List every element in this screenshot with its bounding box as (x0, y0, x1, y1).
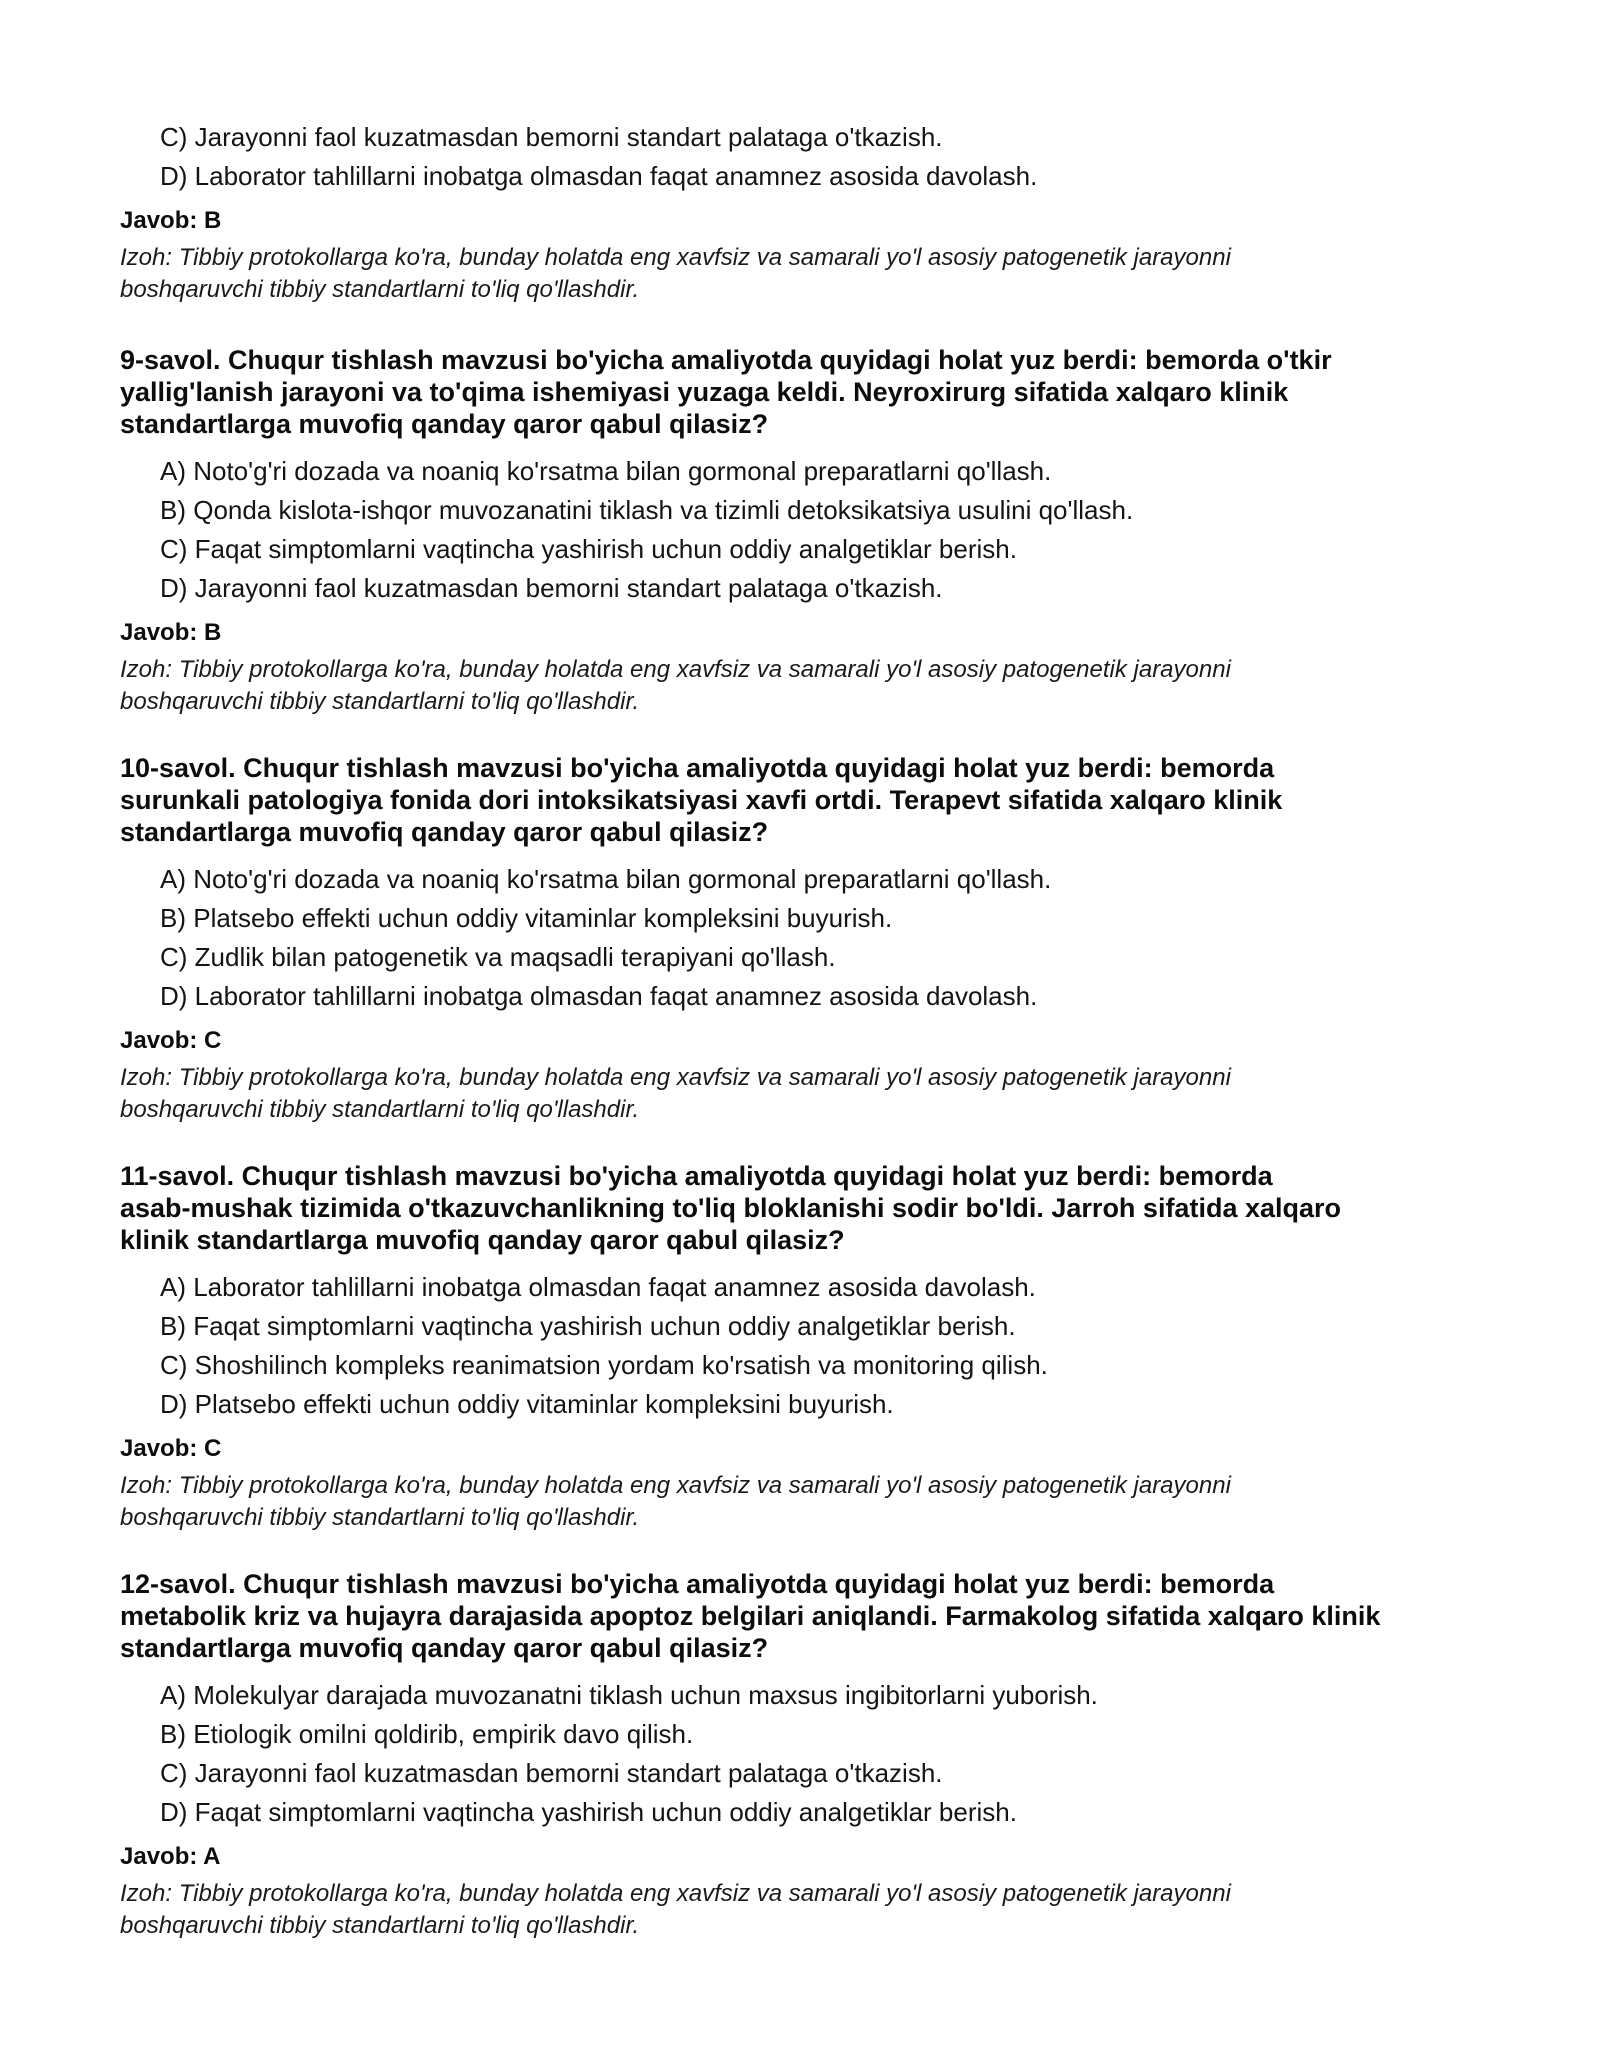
title-line: 9-savol. Chuqur tishlash mavzusi bo'yicha amaliyotda quyidagi holat yuz berdi: bemorda o'tkir (120, 345, 1332, 375)
option-a: A) Noto'g'ri dozada va noaniq ko'rsatma bilan gormonal preparatlarni qo'llash. (160, 864, 1052, 894)
question-8-continuation (120, 118, 1500, 306)
answer-label: Javob: B (120, 207, 222, 234)
question-title (120, 752, 1500, 848)
title-line: 11-savol. Chuqur tishlash mavzusi bo'yicha amaliyotda quyidagi holat yuz berdi: bemorda (120, 1161, 1273, 1191)
question-title (120, 344, 1500, 440)
title-line: 10-savol. Chuqur tishlash mavzusi bo'yicha amaliyotda quyidagi holat yuz berdi: bemorda (120, 753, 1275, 783)
option-b: B) Faqat simptomlarni vaqtincha yashirish uchun oddiy analgetiklar berish. (160, 1311, 1016, 1341)
option-c: C) Jarayonni faol kuzatmasdan bemorni standart palataga o'tkazish. (160, 1758, 943, 1788)
question-12 (120, 1568, 1500, 1942)
title-line: metabolik kriz va hujayra darajasida apoptoz belgilari aniqlandi. Farmakolog sifatida xalqaro klinik (120, 1601, 1381, 1631)
question-title (120, 1568, 1500, 1664)
option-b: B) Platsebo effekti uchun oddiy vitaminlar kompleksini buyurish. (160, 903, 893, 933)
explanation-note (120, 242, 1500, 306)
title-line: standartlarga muvofiq qanday qaror qabul qilasiz? (120, 1633, 769, 1663)
note-line: Izoh: Tibbiy protokollarga ko'ra, bunday holatda eng xavfsiz va samarali yo'l asosiy patogenetik jarayonni (120, 244, 1231, 271)
option-d: D) Jarayonni faol kuzatmasdan bemorni standart palataga o'tkazish. (160, 573, 943, 603)
option-c: C) Zudlik bilan patogenetik va maqsadli terapiyani qo'llash. (160, 942, 836, 972)
note-line: Izoh: Tibbiy protokollarga ko'ra, bunday holatda eng xavfsiz va samarali yo'l asosiy patogenetik jarayonni (120, 1472, 1231, 1499)
question-11 (120, 1160, 1500, 1534)
option-d: D) Laborator tahlillarni inobatga olmasdan faqat anamnez asosida davolash. (160, 981, 1038, 1011)
question-9 (120, 344, 1500, 718)
option-list (120, 1676, 1500, 1832)
option-c: C) Faqat simptomlarni vaqtincha yashirish uchun oddiy analgetiklar berish. (160, 534, 1017, 564)
explanation-note (120, 1062, 1500, 1126)
title-line: klinik standartlarga muvofiq qanday qaror qabul qilasiz? (120, 1225, 845, 1255)
title-line: 12-savol. Chuqur tishlash mavzusi bo'yicha amaliyotda quyidagi holat yuz berdi: bemorda (120, 1569, 1275, 1599)
note-line: Izoh: Tibbiy protokollarga ko'ra, bunday holatda eng xavfsiz va samarali yo'l asosiy patogenetik jarayonni (120, 1064, 1231, 1091)
option-list (120, 860, 1500, 1016)
note-line: boshqaruvchi tibbiy standartlarni to'liq qo'llashdir. (120, 1504, 640, 1531)
explanation-note (120, 1878, 1500, 1942)
title-line: asab-mushak tizimida o'tkazuvchanlikning to'liq bloklanishi sodir bo'ldi. Jarroh sifatida xalqaro (120, 1193, 1341, 1223)
option-d: D) Laborator tahlillarni inobatga olmasdan faqat anamnez asosida davolash. (160, 161, 1038, 191)
option-b: B) Etiologik omilni qoldirib, empirik davo qilish. (160, 1719, 694, 1749)
option-list (120, 118, 1500, 196)
question-10 (120, 752, 1500, 1126)
option-list (120, 1268, 1500, 1424)
option-c: C) Shoshilinch kompleks reanimatsion yordam ko'rsatish va monitoring qilish. (160, 1350, 1048, 1380)
option-a: A) Laborator tahlillarni inobatga olmasdan faqat anamnez asosida davolash. (160, 1272, 1036, 1302)
title-line: standartlarga muvofiq qanday qaror qabul qilasiz? (120, 817, 769, 847)
note-line: Izoh: Tibbiy protokollarga ko'ra, bunday holatda eng xavfsiz va samarali yo'l asosiy patogenetik jarayonni (120, 1880, 1231, 1907)
note-line: Izoh: Tibbiy protokollarga ko'ra, bunday holatda eng xavfsiz va samarali yo'l asosiy patogenetik jarayonni (120, 656, 1231, 683)
option-a: A) Noto'g'ri dozada va noaniq ko'rsatma bilan gormonal preparatlarni qo'llash. (160, 456, 1052, 486)
title-line: surunkali patologiya fonida dori intoksikatsiyasi xavfi ortdi. Terapevt sifatida xalqaro klinik (120, 785, 1283, 815)
answer-label: Javob: C (120, 1027, 222, 1054)
option-b: B) Qonda kislota-ishqor muvozanatini tiklash va tizimli detoksikatsiya usulini qo'llash. (160, 495, 1134, 525)
answer-label: Javob: B (120, 619, 222, 646)
option-d: D) Faqat simptomlarni vaqtincha yashirish uchun oddiy analgetiklar berish. (160, 1797, 1017, 1827)
option-list (120, 452, 1500, 608)
explanation-note (120, 1470, 1500, 1534)
answer-label: Javob: C (120, 1435, 222, 1462)
note-line: boshqaruvchi tibbiy standartlarni to'liq qo'llashdir. (120, 276, 640, 303)
title-line: standartlarga muvofiq qanday qaror qabul qilasiz? (120, 409, 769, 439)
explanation-note (120, 654, 1500, 718)
option-a: A) Molekulyar darajada muvozanatni tiklash uchun maxsus ingibitorlarni yuborish. (160, 1680, 1098, 1710)
option-d: D) Platsebo effekti uchun oddiy vitaminlar kompleksini buyurish. (160, 1389, 894, 1419)
note-line: boshqaruvchi tibbiy standartlarni to'liq qo'llashdir. (120, 688, 640, 715)
note-line: boshqaruvchi tibbiy standartlarni to'liq qo'llashdir. (120, 1096, 640, 1123)
note-line: boshqaruvchi tibbiy standartlarni to'liq qo'llashdir. (120, 1912, 640, 1939)
question-title (120, 1160, 1500, 1256)
answer-label: Javob: A (120, 1843, 221, 1870)
option-c: C) Jarayonni faol kuzatmasdan bemorni standart palataga o'tkazish. (160, 122, 943, 152)
title-line: yallig'lanish jarayoni va to'qima ishemiyasi yuzaga keldi. Neyroxirurg sifatida xalqaro klinik (120, 377, 1289, 407)
